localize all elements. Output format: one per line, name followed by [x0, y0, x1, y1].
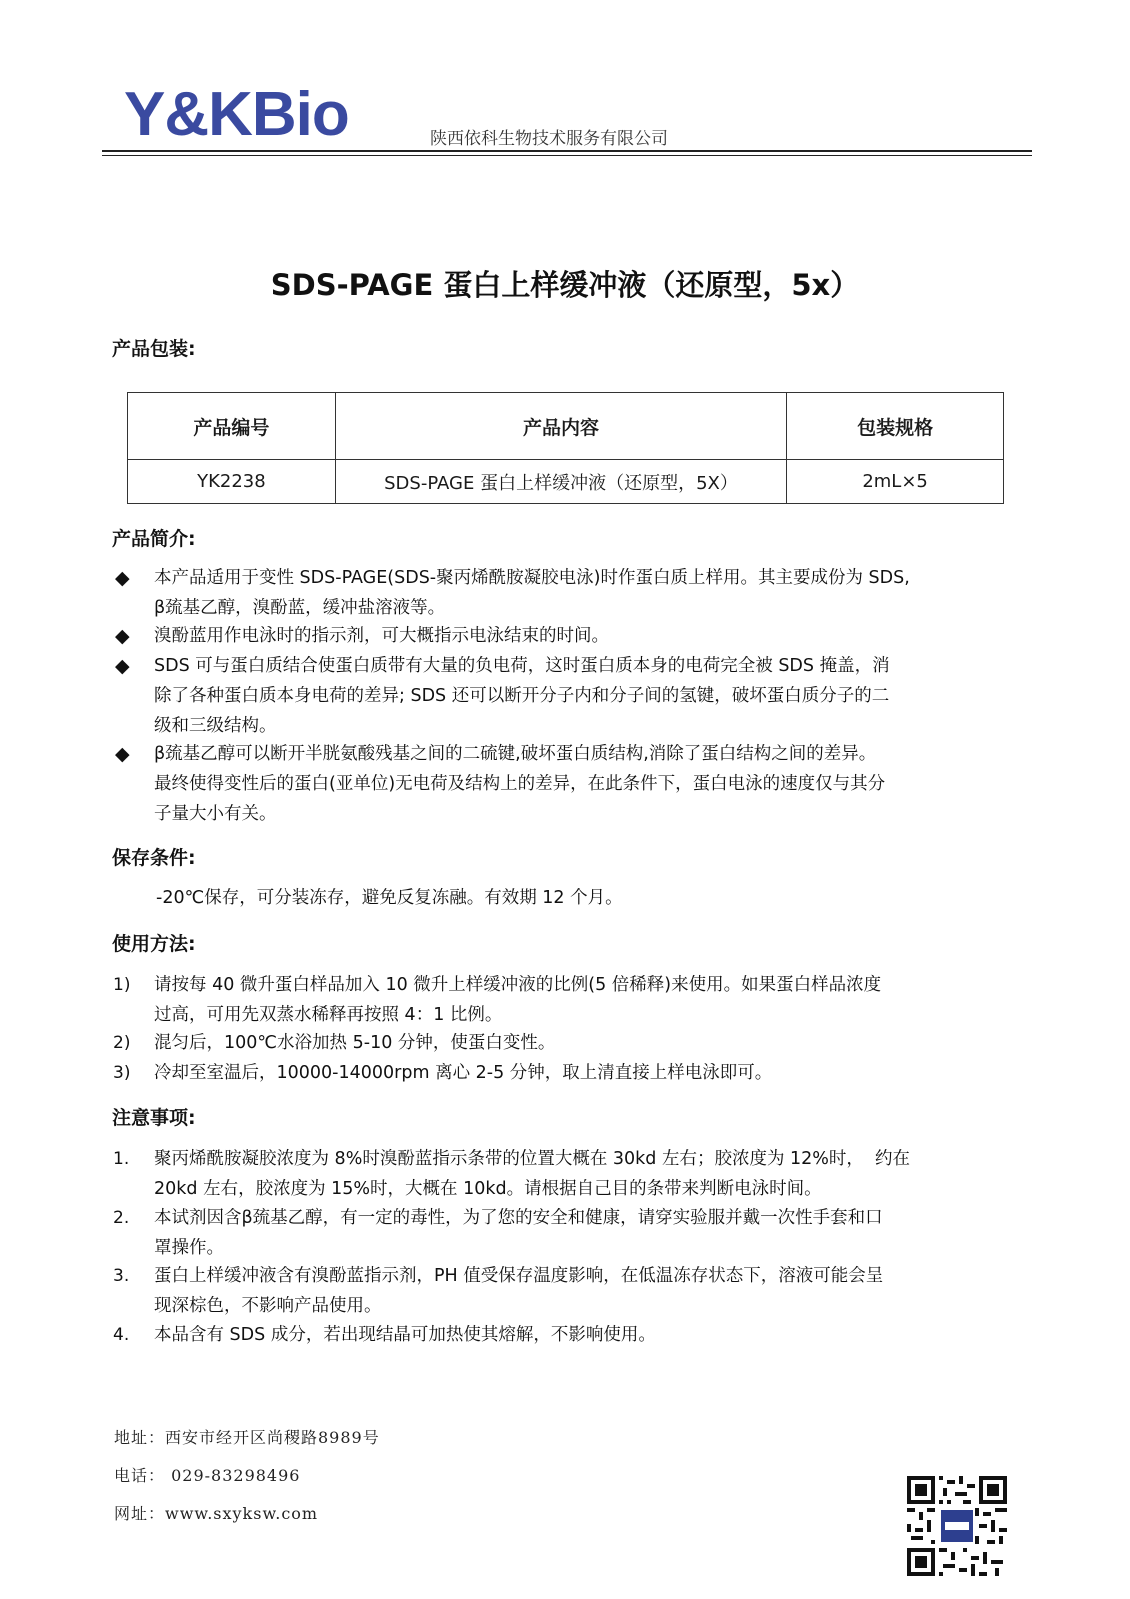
intro-line: β巯基乙醇可以断开半胱氨酸残基之间的二硫键,破坏蛋白质结构,消除了蛋白结构之间的差异。	[154, 744, 877, 764]
company-name: 陕西依科生物技术服务有限公司	[430, 129, 668, 149]
intro-heading: 产品简介:	[112, 528, 196, 550]
list-number: 3)	[113, 1063, 131, 1083]
table-header-cell: 产品内容	[335, 393, 786, 460]
table-cell: YK2238	[128, 460, 336, 504]
notes-line: 罩操作。	[154, 1238, 224, 1258]
table-cell: 2mL×5	[787, 460, 1004, 504]
usage-item	[154, 1058, 1034, 1088]
notes-line: 现深棕色，不影响产品使用。	[154, 1296, 382, 1316]
intro-item	[154, 739, 1034, 829]
usage-line: 请按每 40 微升蛋白样品加入 10 微升上样缓冲液的比例(5 倍稀释)来使用。如果蛋白样品浓度	[154, 975, 882, 995]
packaging-heading: 产品包装:	[112, 338, 196, 360]
notes-item	[154, 1320, 1034, 1350]
storage-heading: 保存条件:	[112, 847, 196, 869]
table-row	[128, 460, 1004, 504]
notes-line: 20kd 左右，胶浓度为 15%时，大概在 10kd。请根据自己目的条带来判断电泳时间。	[154, 1179, 822, 1199]
table-header-cell: 包装规格	[787, 393, 1004, 460]
intro-line: 溴酚蓝用作电泳时的指示剂，可大概指示电泳结束的时间。	[154, 626, 609, 646]
list-number: 1)	[113, 975, 131, 995]
intro-line: 本产品适用于变性 SDS-PAGE(SDS-聚丙烯酰胺凝胶电泳)时作蛋白质上样用。其主要成份为 SDS,	[154, 568, 910, 588]
notes-item	[154, 1144, 1034, 1204]
intro-item	[154, 621, 1034, 651]
usage-item	[154, 970, 1034, 1030]
table-header-cell: 产品编号	[128, 393, 336, 460]
footer-address: 地址：西安市经开区尚稷路8989号	[114, 1428, 380, 1447]
intro-item	[154, 651, 1034, 741]
company-logo: Y&KBio	[124, 80, 349, 149]
intro-line: 级和三级结构。	[154, 716, 277, 736]
diamond-bullet-icon: ◆	[115, 655, 130, 677]
list-number: 1.	[113, 1149, 130, 1169]
diamond-bullet-icon: ◆	[115, 625, 130, 647]
header-rule-thin	[102, 155, 1032, 156]
list-number: 4.	[113, 1325, 130, 1345]
usage-line: 冷却至室温后，10000-14000rpm 离心 2-5 分钟，取上清直接上样电泳即可。	[154, 1063, 773, 1083]
notes-line: 本试剂因含β巯基乙醇，有一定的毒性，为了您的安全和健康，请穿实验服并戴一次性手套和口	[154, 1208, 883, 1228]
list-number: 2.	[113, 1208, 130, 1228]
intro-line: 除了各种蛋白质本身电荷的差异; SDS 还可以断开分子内和分子间的氢键，破坏蛋白质分子的二	[154, 686, 890, 706]
usage-line: 过高，可用先双蒸水稀释再按照 4：1 比例。	[154, 1005, 503, 1025]
footer-website[interactable]: 网址：www.sxyksw.com	[114, 1504, 319, 1523]
notes-line: 本品含有 SDS 成分，若出现结晶可加热使其熔解，不影响使用。	[154, 1325, 656, 1345]
footer-phone: 电话： 029-83298496	[114, 1466, 301, 1485]
intro-line: 最终使得变性后的蛋白(亚单位)无电荷及结构上的差异，在此条件下，蛋白电泳的速度仅与其分	[154, 774, 886, 794]
storage-text: -20℃保存，可分装冻存，避免反复冻融。有效期 12 个月。	[156, 888, 623, 908]
document-title: SDS-PAGE 蛋白上样缓冲液（还原型，5x）	[270, 268, 860, 302]
notes-item	[154, 1203, 1034, 1263]
intro-line: β巯基乙醇，溴酚蓝，缓冲盐溶液等。	[154, 598, 446, 618]
usage-heading: 使用方法:	[112, 933, 196, 955]
intro-item	[154, 563, 1034, 623]
qr-code-icon	[907, 1476, 1007, 1576]
diamond-bullet-icon: ◆	[115, 743, 130, 765]
diamond-bullet-icon: ◆	[115, 567, 130, 589]
table-header-row	[128, 393, 1004, 460]
list-number: 3.	[113, 1266, 130, 1286]
usage-line: 混匀后，100℃水浴加热 5-10 分钟，使蛋白变性。	[154, 1033, 556, 1053]
intro-line: SDS 可与蛋白质结合使蛋白质带有大量的负电荷，这时蛋白质本身的电荷完全被 SDS 掩盖，消	[154, 656, 890, 676]
header-rule	[102, 150, 1032, 152]
notes-line: 蛋白上样缓冲液含有溴酚蓝指示剂，PH 值受保存温度影响，在低温冻存状态下，溶液可能会呈	[154, 1266, 884, 1286]
list-number: 2)	[113, 1033, 131, 1053]
notes-item	[154, 1261, 1034, 1321]
intro-line: 子量大小有关。	[154, 804, 277, 824]
usage-item	[154, 1028, 1034, 1058]
notes-heading: 注意事项:	[112, 1107, 196, 1129]
notes-line: 聚丙烯酰胺凝胶浓度为 8%时溴酚蓝指示条带的位置大概在 30kd 左右；胶浓度为 12%时， 约在	[154, 1149, 911, 1169]
table-cell: SDS-PAGE 蛋白上样缓冲液（还原型，5X）	[335, 460, 786, 504]
packaging-table	[127, 392, 1004, 504]
